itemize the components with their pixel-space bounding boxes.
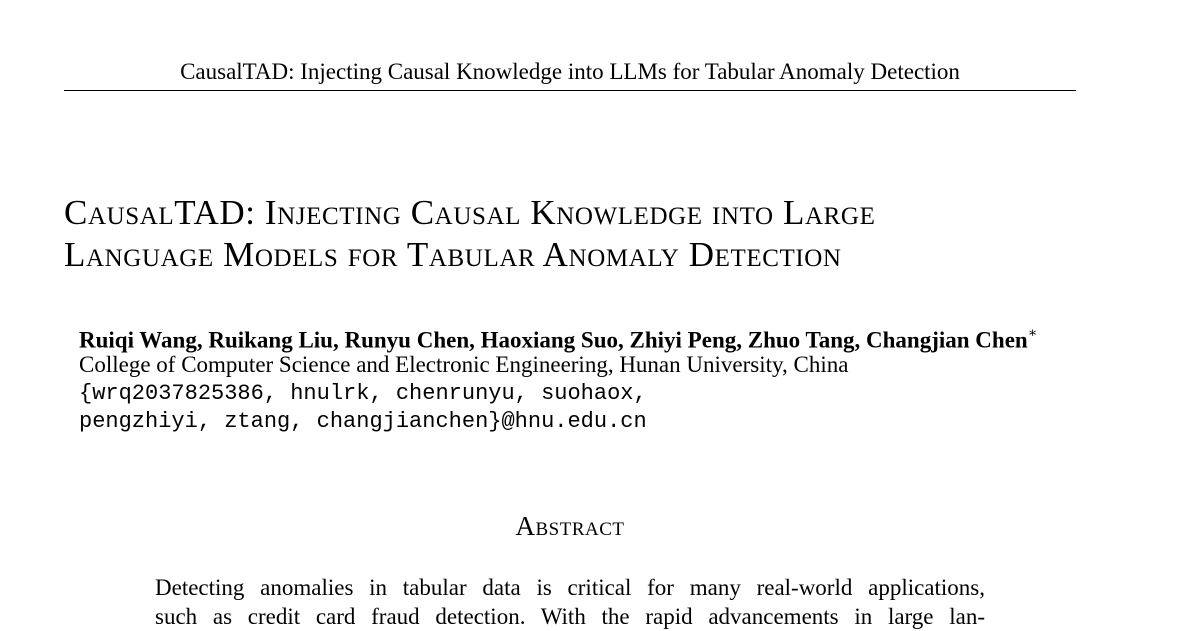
abstract-heading: Abstract (0, 510, 1140, 542)
abstract-line-2: such as credit card fraud detection. With the rapid advancements in large lan- (155, 603, 985, 631)
author-names: Ruiqi Wang, Ruikang Liu, Runyu Chen, Haoxiang Suo, Zhiyi Peng, Zhuo Tang, Changjian Chen (79, 328, 1028, 353)
abstract-body (155, 574, 985, 631)
paper-title-line-1: CausalTAD: Injecting Causal Knowledge into Large (64, 192, 1094, 234)
corresponding-author-mark: ∗ (1028, 326, 1038, 341)
abstract-line-1: Detecting anomalies in tabular data is critical for many real-world applications, (155, 574, 985, 603)
paper-title-line-2: Language Models for Tabular Anomaly Detection (64, 234, 1094, 276)
affiliation: College of Computer Science and Electronic Engineering, Hunan University, China (79, 351, 848, 379)
email-line-1: {wrq2037825386, hnulrk, chenrunyu, suohaox, (79, 380, 647, 408)
author-list (79, 322, 1037, 355)
running-header: CausalTAD: Injecting Causal Knowledge into LLMs for Tabular Anomaly Detection (64, 58, 1076, 91)
email-line-2: pengzhiyi, ztang, changjianchen}@hnu.edu.cn (79, 408, 647, 436)
author-emails (79, 380, 647, 436)
paper-title (64, 192, 1094, 276)
